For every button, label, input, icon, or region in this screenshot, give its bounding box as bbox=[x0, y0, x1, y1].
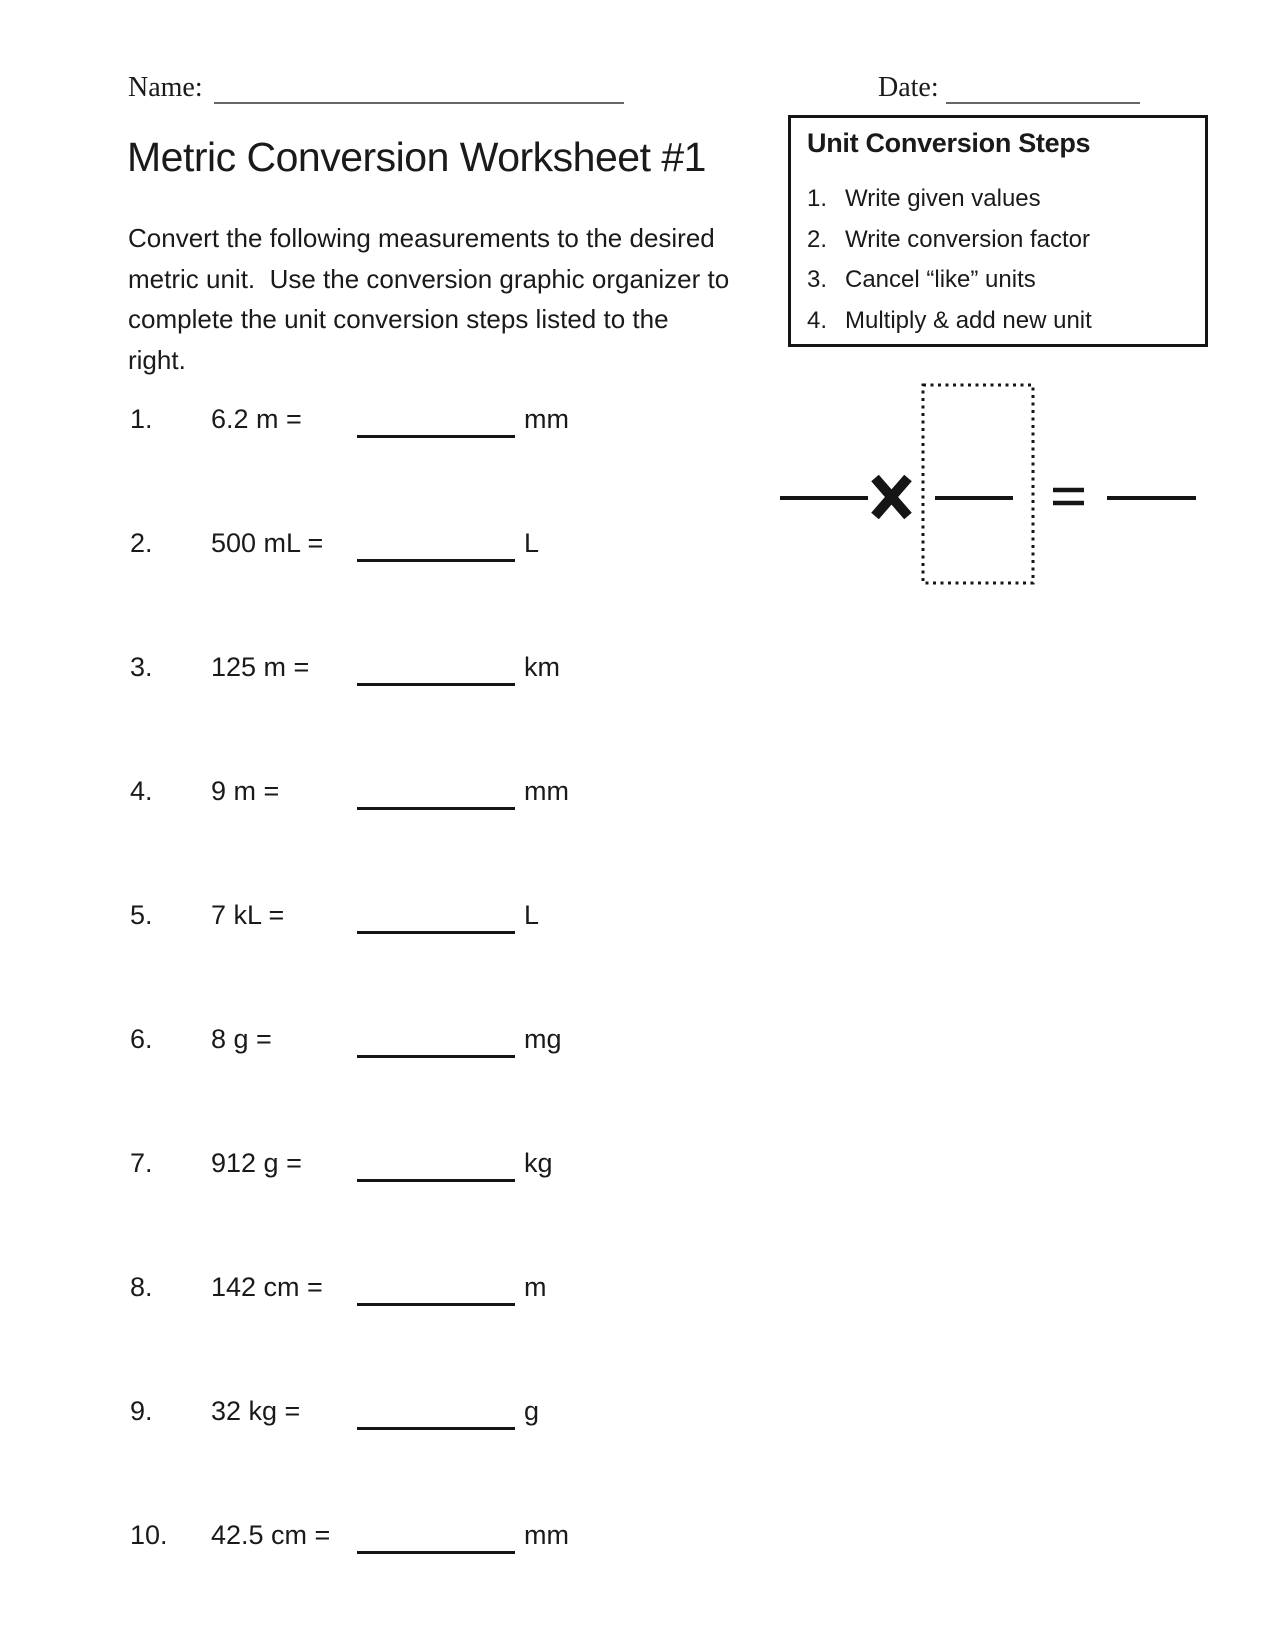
problem-number: 2. bbox=[130, 528, 153, 558]
step-item bbox=[807, 301, 1205, 342]
intro-paragraph bbox=[128, 218, 729, 380]
answer-blank-line bbox=[357, 898, 515, 934]
problem-target-unit: mm bbox=[524, 404, 569, 434]
problem-row bbox=[0, 1518, 1275, 1558]
name-blank-line bbox=[214, 72, 624, 104]
problem-number: 6. bbox=[130, 1024, 153, 1054]
problem-target-unit: g bbox=[524, 1396, 540, 1426]
problem-given-value: 142 cm = bbox=[211, 1272, 323, 1302]
problem-row bbox=[0, 774, 1275, 814]
page-title: Metric Conversion Worksheet #1 bbox=[127, 134, 706, 180]
problem-number: 9. bbox=[130, 1396, 153, 1426]
problem-row bbox=[0, 1146, 1275, 1186]
step-text: Multiply & add new unit bbox=[845, 306, 1092, 334]
problem-given-value: 6.2 m = bbox=[211, 404, 302, 434]
answer-blank-line bbox=[357, 1146, 515, 1182]
answer-blank-line bbox=[357, 1270, 515, 1306]
step-number: 2. bbox=[807, 225, 828, 253]
problem-target-unit: mg bbox=[524, 1024, 562, 1054]
problem-given-value: 125 m = bbox=[211, 652, 310, 682]
problem-number: 5. bbox=[130, 900, 153, 930]
problem-target-unit: m bbox=[524, 1272, 547, 1302]
problem-number: 7. bbox=[130, 1148, 153, 1178]
name-label: Name: bbox=[128, 72, 203, 103]
problem-row bbox=[0, 402, 1275, 442]
problem-number: 8. bbox=[130, 1272, 153, 1302]
problem-number: 4. bbox=[130, 776, 153, 806]
problem-target-unit: mm bbox=[524, 1520, 569, 1550]
problem-target-unit: L bbox=[524, 900, 540, 930]
answer-blank-line bbox=[357, 402, 515, 438]
answer-blank-line bbox=[357, 1518, 515, 1554]
date-label: Date: bbox=[878, 72, 939, 103]
steps-box-title: Unit Conversion Steps bbox=[807, 128, 1091, 158]
intro-line: right. bbox=[128, 344, 186, 375]
problem-target-unit: mm bbox=[524, 776, 569, 806]
multiplication-x-icon bbox=[875, 478, 908, 516]
problem-given-value: 912 g = bbox=[211, 1148, 302, 1178]
intro-line: complete the unit conversion steps listed to the bbox=[128, 304, 669, 334]
step-text: Write given values bbox=[845, 185, 1041, 212]
problem-row bbox=[0, 1394, 1275, 1434]
problem-given-value: 7 kL = bbox=[211, 900, 285, 930]
problem-given-value: 42.5 cm = bbox=[211, 1520, 331, 1550]
answer-blank-line bbox=[357, 650, 515, 686]
problem-given-value: 9 m = bbox=[211, 776, 280, 806]
answer-blank-line bbox=[357, 1022, 515, 1058]
step-item bbox=[807, 260, 1205, 301]
step-text: Write conversion factor bbox=[845, 225, 1090, 253]
problem-row bbox=[0, 898, 1275, 938]
problem-number: 1. bbox=[130, 404, 153, 434]
step-number: 1. bbox=[807, 185, 828, 212]
problem-target-unit: kg bbox=[524, 1148, 553, 1178]
date-blank-line bbox=[946, 72, 1140, 104]
unit-conversion-steps-box bbox=[788, 115, 1208, 347]
answer-blank-line bbox=[357, 1394, 515, 1430]
step-item bbox=[807, 179, 1205, 220]
intro-line: Convert the following measurements to the desired bbox=[128, 223, 715, 253]
step-number: 4. bbox=[807, 306, 828, 334]
problem-target-unit: L bbox=[524, 528, 540, 558]
problem-number: 10. bbox=[130, 1520, 168, 1550]
answer-blank-line bbox=[357, 774, 515, 810]
step-text: Cancel “like” units bbox=[845, 266, 1036, 293]
problem-row bbox=[0, 526, 1275, 566]
problem-number: 3. bbox=[130, 652, 153, 682]
steps-list bbox=[791, 179, 1205, 341]
problem-row bbox=[0, 1022, 1275, 1062]
problem-row bbox=[0, 650, 1275, 690]
problem-given-value: 500 mL = bbox=[211, 528, 324, 558]
step-item bbox=[807, 220, 1205, 261]
problem-given-value: 32 kg = bbox=[211, 1396, 301, 1426]
problem-row bbox=[0, 1270, 1275, 1310]
problem-given-value: 8 g = bbox=[211, 1024, 272, 1054]
intro-line: metric unit. Use the conversion graphic organizer to bbox=[128, 263, 730, 294]
answer-blank-line bbox=[357, 526, 515, 562]
step-number: 3. bbox=[807, 266, 828, 293]
equals-icon bbox=[1053, 490, 1084, 503]
problem-target-unit: km bbox=[524, 652, 560, 682]
